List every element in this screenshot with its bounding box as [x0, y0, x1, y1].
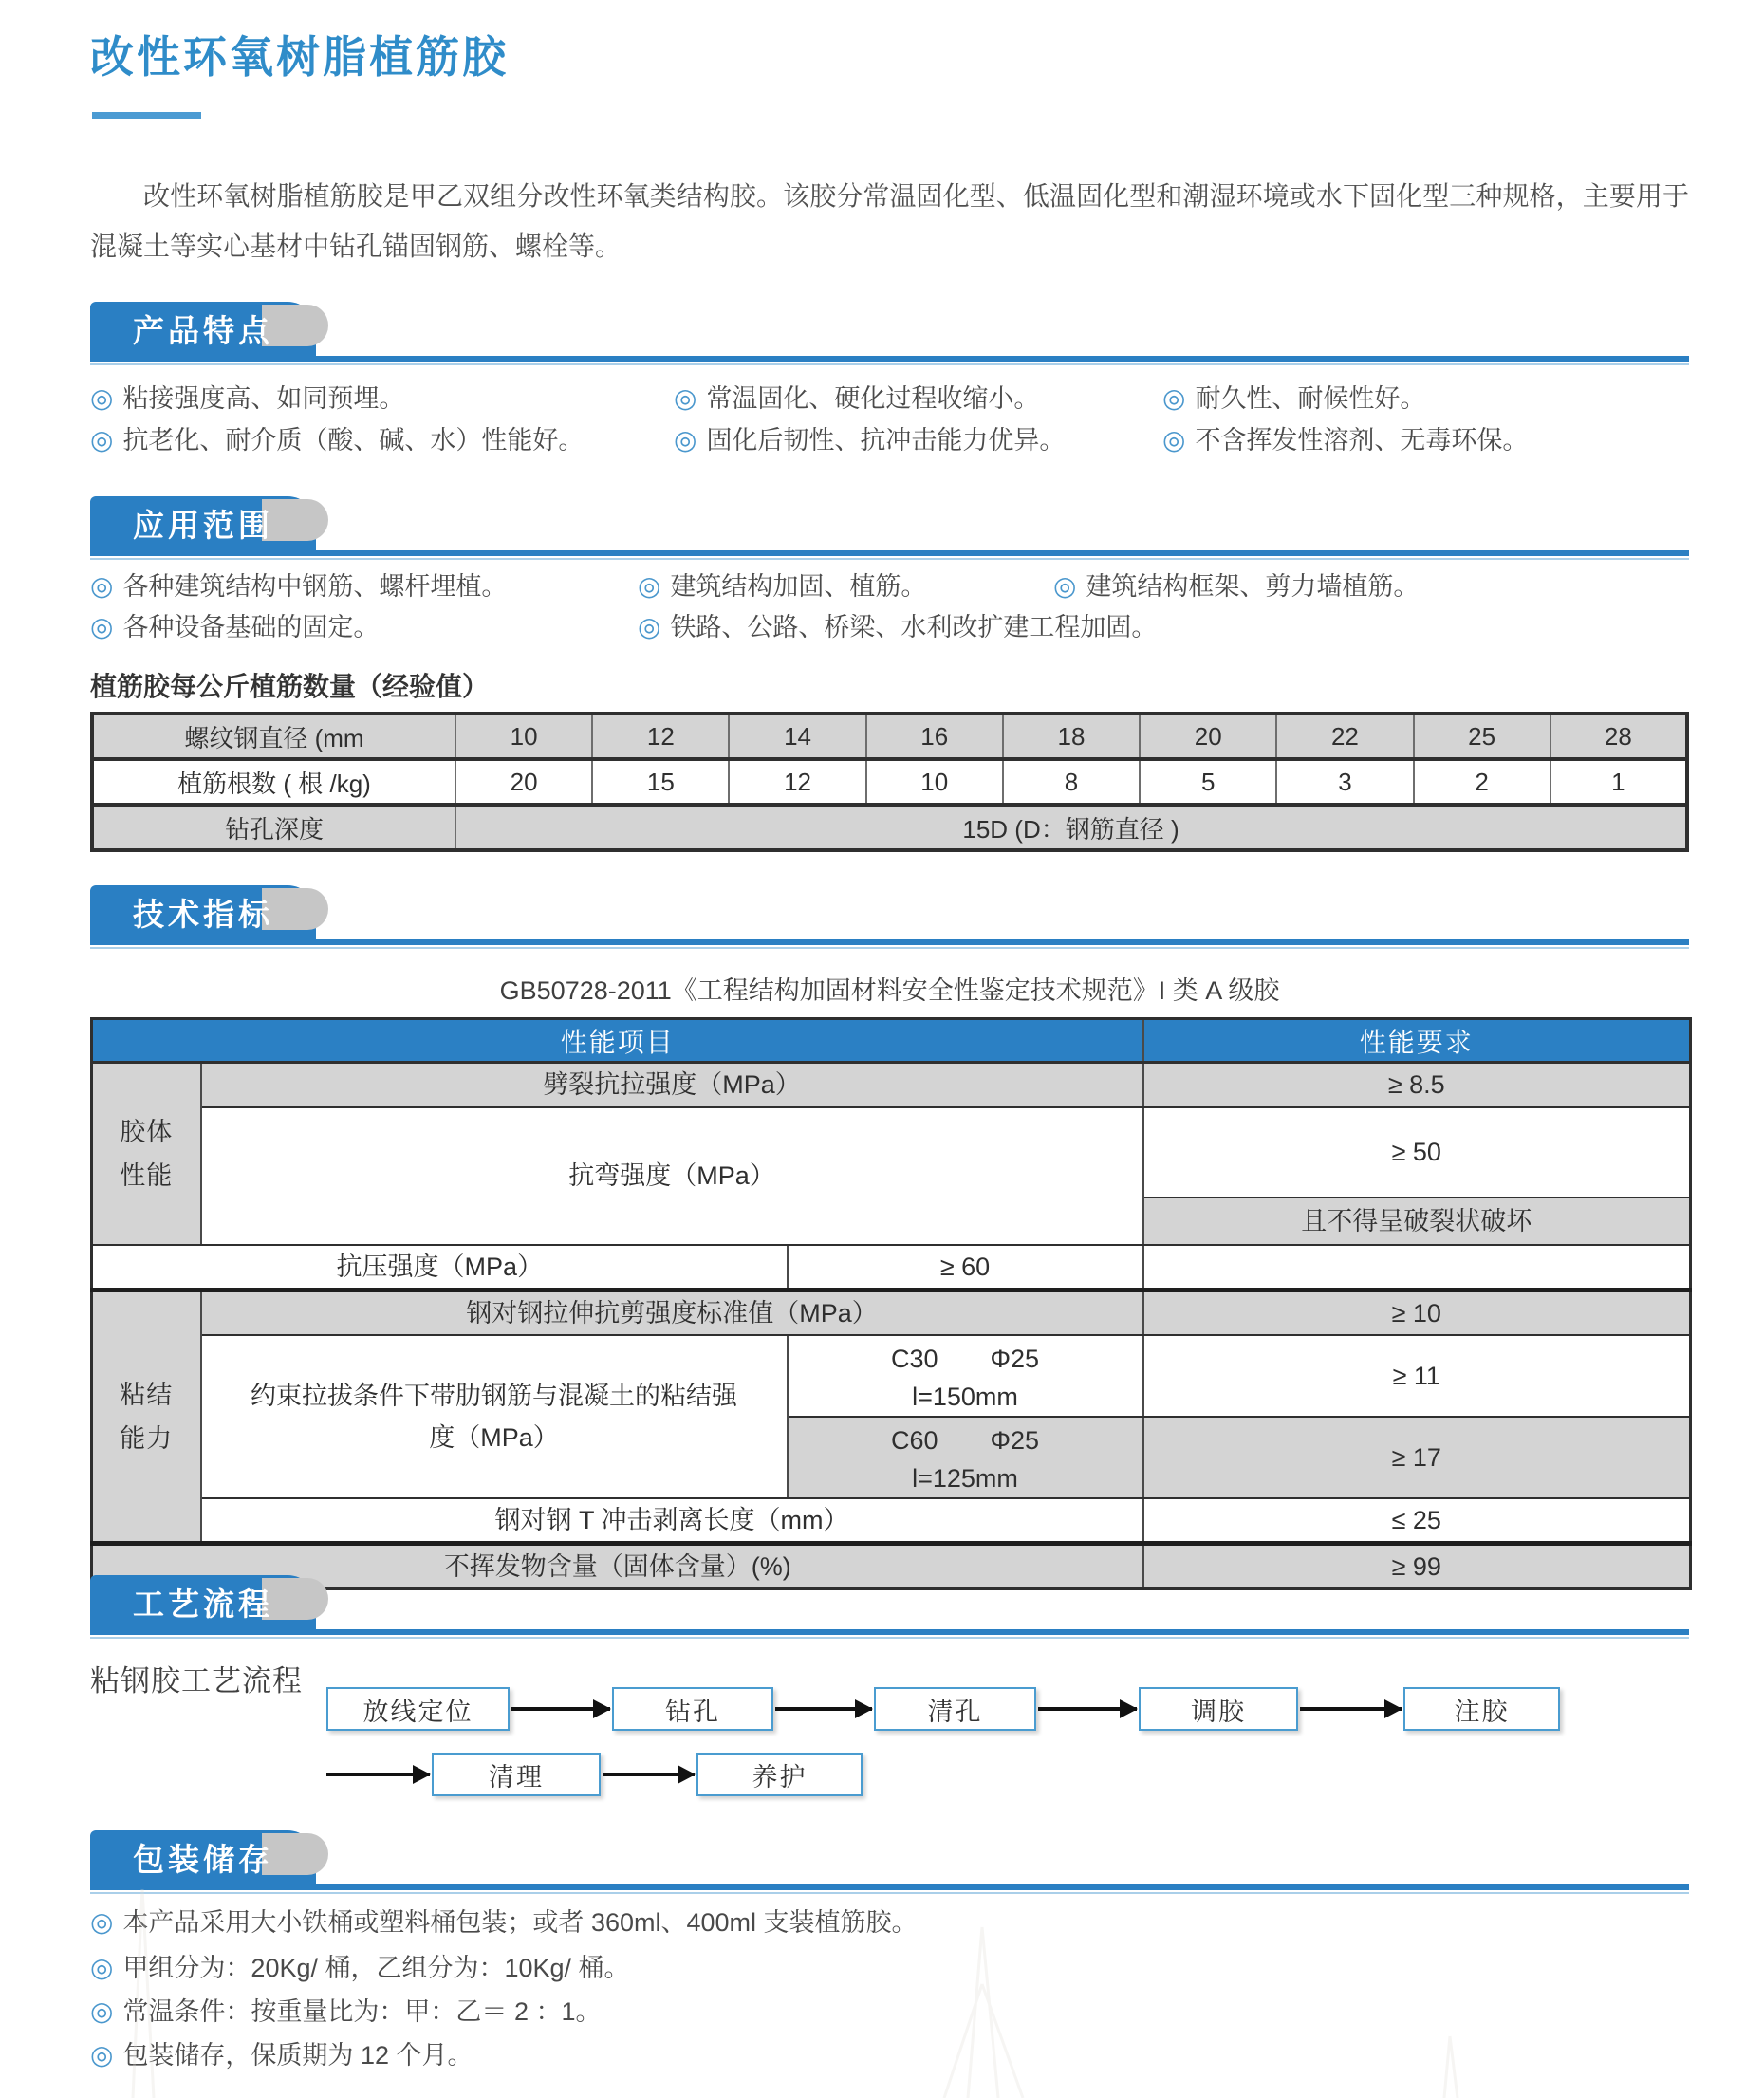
- table-cell: 5: [1140, 759, 1276, 805]
- table-cell: 钢对钢拉伸抗剪强度标准值（MPa）: [201, 1290, 1143, 1336]
- table-cell: ≥ 60: [788, 1245, 1143, 1290]
- bullet-text: 本产品采用大小铁桶或塑料桶包装；或者 360ml、400ml 支装植筋胶。: [122, 1908, 918, 1937]
- page-title: 改性环氧树脂植筋胶: [90, 32, 509, 82]
- bullet-icon: ◎: [90, 1953, 114, 1982]
- table-cell: ≥ 17: [1143, 1417, 1691, 1498]
- bullet-text: 抗老化、耐介质（酸、碱、水）性能好。: [122, 426, 585, 455]
- bullet-text: 耐久性、耐候性好。: [1195, 384, 1426, 413]
- flow-step: 钻孔: [612, 1687, 773, 1731]
- table-cell: 18: [1003, 714, 1140, 759]
- table-row: [92, 805, 1687, 850]
- flow-step: 清理: [432, 1753, 601, 1796]
- table-cell: ≥ 10: [1143, 1290, 1691, 1336]
- table-row: [92, 1335, 1691, 1417]
- flow-step: 养护: [696, 1753, 863, 1796]
- section-rule: [90, 1884, 1689, 1890]
- table-cell: 22: [1276, 714, 1413, 759]
- section-heading-label: 工艺流程: [133, 1587, 273, 1622]
- bullet-icon: ◎: [1162, 425, 1186, 455]
- flow-step: 注胶: [1403, 1687, 1560, 1731]
- flow-step: 清孔: [874, 1687, 1036, 1731]
- table-cell: 螺纹钢直径 (mm: [92, 714, 455, 759]
- table-cell: 钢对钢 T 冲击剥离长度（mm）: [201, 1498, 1143, 1544]
- table-cell: 14: [729, 714, 865, 759]
- table-row: [92, 1245, 1691, 1290]
- section-heading-label: 技术指标: [133, 897, 273, 932]
- table-cell: ≥ 8.5: [1143, 1063, 1691, 1107]
- table-row: [92, 1290, 1691, 1336]
- table-row: [92, 714, 1687, 759]
- section-badge-storage: [90, 1830, 316, 1884]
- section-heading-label: 包装储存: [133, 1842, 273, 1877]
- table-cell: 3: [1276, 759, 1413, 805]
- bullet-text: 包装储存，保质期为 12 个月。: [122, 2041, 473, 2070]
- flow-step: 放线定位: [326, 1687, 510, 1731]
- table-cell: 劈裂抗拉强度（MPa）: [201, 1063, 1143, 1107]
- process-subtitle: 粘钢胶工艺流程: [90, 1664, 303, 1698]
- spec-diameter: Φ25: [990, 1345, 1040, 1373]
- application-bullet: [1053, 569, 1419, 603]
- feature-bullet: [674, 423, 1065, 457]
- standard-caption: GB50728-2011《工程结构加固材料安全性鉴定技术规范》I 类 A 级胶: [499, 976, 1280, 1005]
- bullet-text: 各种设备基础的固定。: [122, 613, 380, 641]
- table-cell: 不挥发物含量（固体含量）(%): [92, 1544, 1143, 1589]
- bullet-icon: ◎: [674, 425, 697, 455]
- bullet-icon: ◎: [90, 571, 114, 601]
- spec-diameter: Φ25: [990, 1426, 1040, 1455]
- bullet-text: 不含挥发性溶剂、无毒环保。: [1195, 426, 1529, 455]
- table-cell: 10: [455, 714, 592, 759]
- spec-grade: C60: [890, 1426, 938, 1455]
- feature-bullet: [90, 381, 404, 416]
- table-cell: 约束拉拔条件下带肋钢筋与混凝土的粘结强度（MPa）: [201, 1335, 788, 1498]
- bullet-text: 固化后韧性、抗冲击能力优异。: [706, 426, 1066, 455]
- spec-length: l=150mm: [912, 1383, 1018, 1411]
- spec-grade: C30: [890, 1345, 938, 1373]
- section-header-tech: [90, 885, 1689, 948]
- anchor-count-table: [90, 712, 1689, 852]
- bullet-icon: ◎: [674, 383, 697, 413]
- bullet-icon: ◎: [90, 2040, 114, 2070]
- group-cell-bond-capacity: [92, 1290, 201, 1544]
- anchor-table-title: 植筋胶每公斤植筋数量（经验值）: [90, 672, 490, 701]
- bullet-icon: ◎: [90, 383, 114, 413]
- flow-arrow: [603, 1773, 695, 1776]
- table-row: [92, 759, 1687, 805]
- bullet-icon: ◎: [1053, 571, 1077, 601]
- table-cell: 12: [592, 714, 729, 759]
- application-bullet: [638, 569, 926, 603]
- table-cell: 1: [1550, 759, 1687, 805]
- title-underline: [92, 112, 201, 119]
- table-cell: 25: [1414, 714, 1550, 759]
- application-bullet: [90, 569, 507, 603]
- table-cell: 16: [866, 714, 1003, 759]
- table-cell: 抗弯强度（MPa）: [201, 1107, 1143, 1245]
- section-heading-label: 应用范围: [133, 508, 273, 543]
- table-cell: 8: [1003, 759, 1140, 805]
- table-row: [92, 1498, 1691, 1544]
- table-cell: 植筋根数 ( 根 /kg): [92, 759, 455, 805]
- feature-bullet: [90, 423, 584, 457]
- bullet-icon: ◎: [90, 1996, 114, 2026]
- table-cell: 20: [455, 759, 592, 805]
- group-label: 粘结能力: [120, 1381, 174, 1453]
- table-cell: 10: [866, 759, 1003, 805]
- section-header-applications: [90, 496, 1689, 559]
- bullet-text: 建筑结构加固、植筋。: [670, 572, 927, 601]
- flow-arrow: [775, 1707, 872, 1711]
- table-cell: [788, 1335, 1143, 1417]
- section-badge-applications: [90, 496, 316, 550]
- table-cell: 2: [1414, 759, 1550, 805]
- application-bullet: [90, 610, 379, 644]
- table-cell: 20: [1140, 714, 1276, 759]
- column-header-item: 性能项目: [92, 1019, 1143, 1063]
- bullet-text: 甲组分为：20Kg/ 桶，乙组分为：10Kg/ 桶。: [122, 1954, 630, 1982]
- table-cell: 钻孔深度: [92, 805, 455, 850]
- group-cell-body-performance: [92, 1063, 201, 1245]
- table-row: [92, 1063, 1691, 1107]
- flow-arrow: [1038, 1707, 1137, 1711]
- section-header-storage: [90, 1830, 1689, 1893]
- table-cell: 15: [592, 759, 729, 805]
- bullet-icon: ◎: [90, 1907, 114, 1937]
- table-cell: ≤ 25: [1143, 1498, 1691, 1544]
- section-rule: [90, 550, 1689, 556]
- section-rule: [90, 356, 1689, 362]
- flow-arrow: [1300, 1707, 1402, 1711]
- table-row: [92, 1019, 1691, 1063]
- bullet-icon: ◎: [90, 612, 114, 641]
- storage-bullet: [90, 1995, 601, 2029]
- bullet-text: 铁路、公路、桥梁、水利改扩建工程加固。: [670, 613, 1158, 641]
- flow-step: 调胶: [1139, 1687, 1298, 1731]
- application-bullet: [638, 610, 1157, 644]
- flow-arrow: [511, 1707, 610, 1711]
- feature-bullet: [674, 381, 1039, 416]
- spec-length: l=125mm: [912, 1464, 1018, 1493]
- bullet-text: 粘接强度高、如同预埋。: [122, 384, 405, 413]
- section-rule: [90, 939, 1689, 945]
- section-heading-label: 产品特点: [133, 313, 273, 348]
- bullet-text: 常温固化、硬化过程收缩小。: [706, 384, 1040, 413]
- flow-arrow: [326, 1773, 430, 1776]
- bullet-text: 建筑结构框架、剪力墙植筋。: [1086, 572, 1420, 601]
- storage-bullet: [90, 1951, 630, 1985]
- table-cell: [788, 1417, 1143, 1498]
- table-cell: ≥ 11: [1143, 1335, 1691, 1417]
- feature-bullet: [1162, 381, 1425, 416]
- group-label: 胶体性能: [120, 1117, 174, 1190]
- table-cell: 15D (D：钢筋直径 ): [455, 805, 1687, 850]
- section-header-features: [90, 302, 1689, 364]
- section-header-process: [90, 1575, 1689, 1638]
- feature-bullet: [1162, 423, 1528, 457]
- storage-bullet: [90, 2038, 473, 2072]
- section-rule: [90, 1629, 1689, 1635]
- table-cell: 抗压强度（MPa）: [92, 1245, 788, 1290]
- bullet-text: 常温条件：按重量比为：甲：乙＝ 2 ：1。: [122, 1997, 602, 2026]
- table-cell: ≥ 99: [1143, 1544, 1691, 1589]
- table-cell: ≥ 50: [1143, 1107, 1691, 1198]
- table-cell: 且不得呈破裂状破坏: [1143, 1198, 1691, 1245]
- table-row: [92, 1107, 1691, 1198]
- bullet-text: 各种建筑结构中钢筋、螺杆埋植。: [122, 572, 508, 601]
- bullet-icon: ◎: [1162, 383, 1186, 413]
- column-header-requirement: 性能要求: [1143, 1019, 1691, 1063]
- intro-paragraph: 改性环氧树脂植筋胶是甲乙双组分改性环氧类结构胶。该胶分常温固化型、低温固化型和潮湿环境或水下固化型三种规格，主要用于混凝土等实心基材中钻孔锚固钢筋、螺栓等。: [90, 181, 1689, 261]
- section-badge-tech: [90, 885, 316, 939]
- storage-bullet: [90, 1905, 918, 1940]
- section-badge-process: [90, 1575, 316, 1629]
- section-badge-features: [90, 302, 316, 356]
- tech-spec-table: [90, 1017, 1692, 1590]
- table-cell: 12: [729, 759, 865, 805]
- bullet-icon: ◎: [90, 425, 114, 455]
- table-cell: 28: [1550, 714, 1687, 759]
- bullet-icon: ◎: [638, 612, 661, 641]
- bullet-icon: ◎: [638, 571, 661, 601]
